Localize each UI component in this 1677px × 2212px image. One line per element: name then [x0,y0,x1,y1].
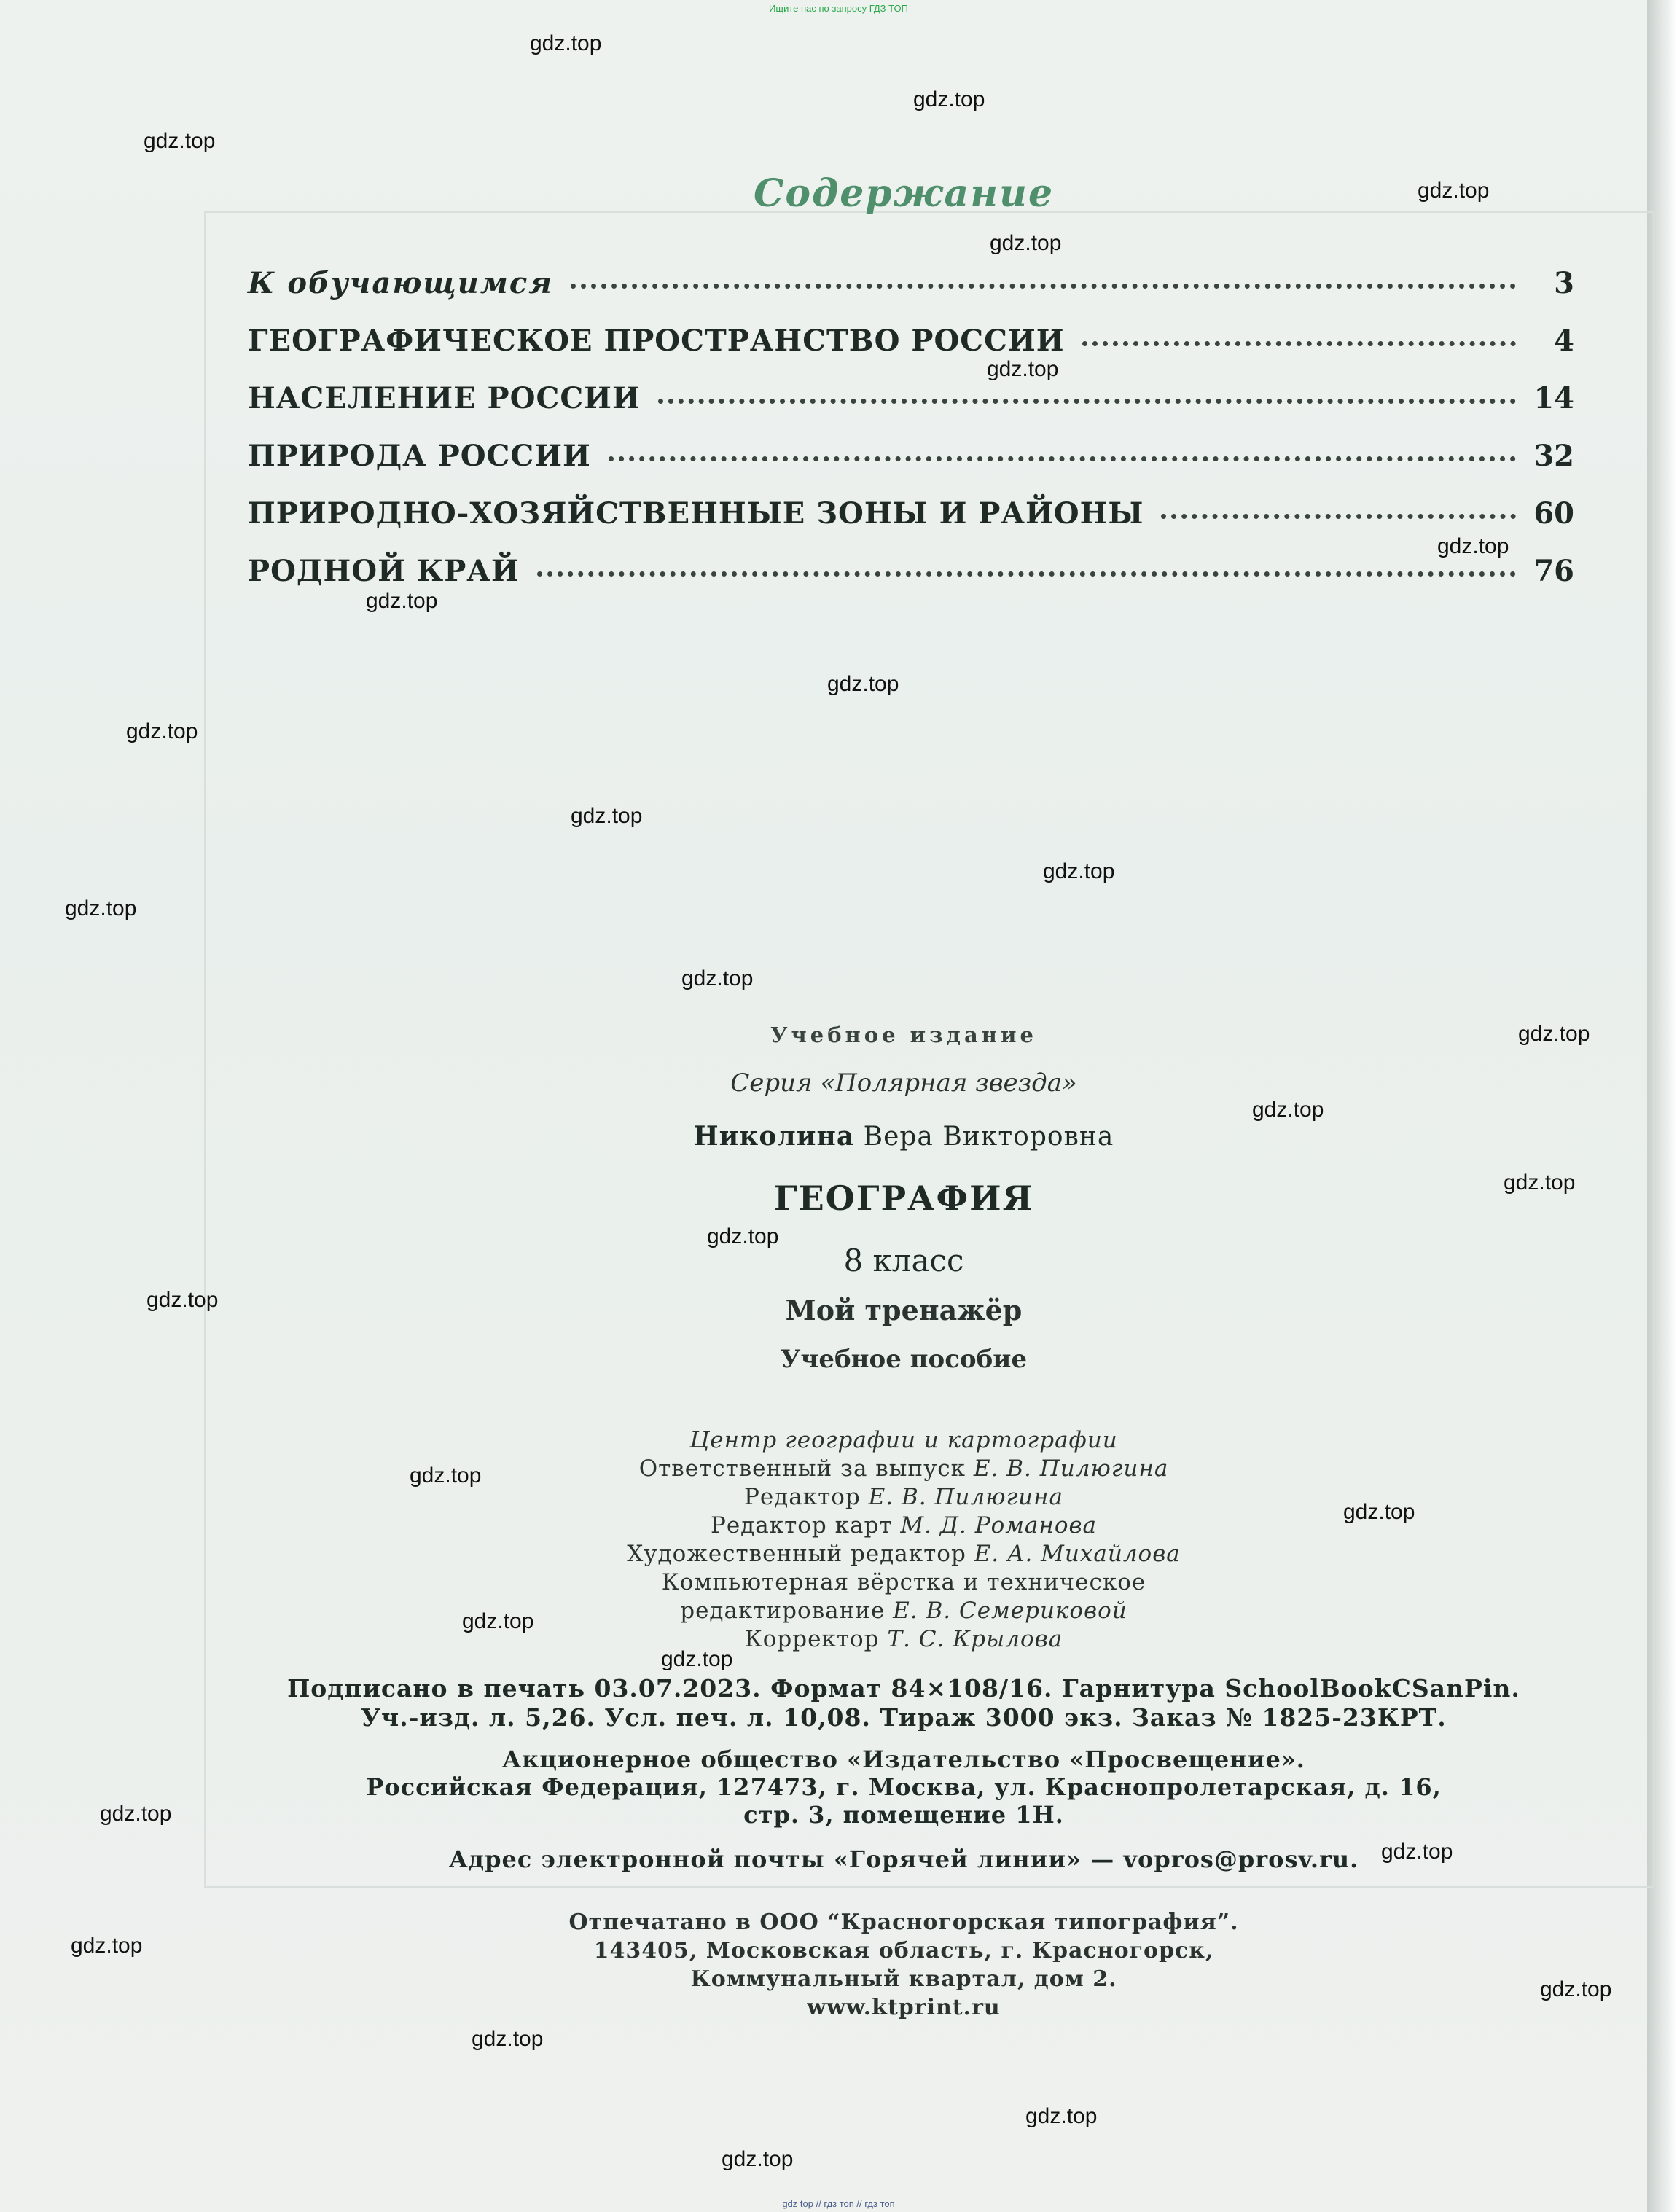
credit-role: Редактор карт [710,1512,893,1539]
watermark: gdz.top [472,2027,544,2051]
credit-person: Т. С. Крылова [887,1626,1063,1652]
page-title: Содержание [753,171,1055,216]
top-banner-link[interactable]: Ищите нас по запросу ГДЗ ТОП [769,3,908,14]
series-name: Серия «Полярная звезда» [730,1068,1077,1098]
watermark: gdz.top [681,966,754,990]
watermark: gdz.top [1343,1500,1415,1524]
toc-page-number: 76 [1533,554,1574,588]
toc-row[interactable] [248,266,1574,310]
publisher-center [0,1427,1677,1453]
credit-person: Е. В. Семериковой [893,1598,1127,1624]
printer-line: Коммунальный квартал, дом 2. [690,1966,1117,1992]
toc-leader-dots [1082,341,1516,346]
toc-page-number: 3 [1554,266,1574,300]
toc-page-number: 4 [1554,324,1574,358]
print-specs-line: Подписано в печать 03.07.2023. Формат 84×108/16. Гарнитура SchoolBookCSanPin. [287,1674,1520,1703]
watermark: gdz.top [1418,179,1490,203]
watermark: gdz.top [722,2147,794,2171]
toc-row[interactable] [248,439,1574,482]
watermark: gdz.top [410,1463,482,1488]
bottom-banner-link[interactable]: gdz top // гдз топ // гдз топ [782,2198,895,2209]
toc-label: К обучающимся [248,266,554,300]
publisher-line: Российская Федерация, 127473, г. Москва, ул. Краснопролетарская, д. 16, [366,1773,1442,1801]
credit-role: Редактор [743,1484,861,1510]
credit-person: Е. А. Михайлова [974,1541,1181,1567]
credit-line [0,1598,1677,1624]
credit-line [0,1569,1677,1595]
watermark: gdz.top [462,1609,534,1633]
watermark: gdz.top [146,1288,219,1312]
credit-line [0,1455,1677,1482]
watermark: gdz.top [1025,2104,1098,2128]
watermark: gdz.top [71,1934,143,1958]
credit-person: М. Д. Романова [900,1512,1098,1539]
credit-role: Корректор [744,1626,880,1652]
credit-line [0,1541,1677,1567]
toc-row[interactable] [248,496,1574,540]
printer-line: Отпечатано в ООО “Красногорская типография”. [568,1910,1239,1935]
credit-line [0,1512,1677,1539]
author-given-name: Вера Викторовна [863,1122,1114,1152]
toc-leader-dots [537,571,1516,577]
book-kind: Учебное пособие [780,1345,1028,1374]
hotline-email: Адрес электронной почты «Горячей линии» — vopros@prosv.ru. [448,1845,1359,1873]
watermark: gdz.top [1518,1022,1590,1046]
author-name [0,1121,1677,1152]
publisher-line: Акционерное общество «Издательство «Просвещение». [502,1746,1305,1773]
watermark: gdz.top [913,87,985,112]
watermark: gdz.top [144,129,216,153]
toc-row[interactable] [248,381,1574,425]
watermark: gdz.top [661,1647,733,1671]
watermark: gdz.top [1043,859,1115,883]
toc-page-number: 60 [1533,496,1574,531]
toc-label: НАСЕЛЕНИЕ РОССИИ [248,381,641,415]
watermark: gdz.top [707,1224,779,1248]
watermark: gdz.top [100,1802,172,1826]
printer-line: 143405, Московская область, г. Красногорск, [593,1938,1214,1963]
credit-role: Художественный редактор [627,1541,966,1567]
credit-line [0,1626,1677,1652]
toc-leader-dots [658,399,1516,404]
watermark: gdz.top [1381,1840,1453,1864]
toc-label: РОДНОЙ КРАЙ [248,554,520,588]
center-name: Центр географии и картографии [689,1427,1118,1453]
toc-leader-dots [571,284,1516,289]
credit-line [0,1484,1677,1510]
watermark: gdz.top [827,672,899,696]
watermark: gdz.top [65,896,137,921]
book-subtitle: Мой тренажёр [785,1294,1023,1326]
credit-role: редактирование [680,1598,886,1624]
publisher-line: стр. 3, помещение 1Н. [743,1801,1064,1829]
watermark: gdz.top [366,589,438,613]
watermark: gdz.top [571,804,643,828]
book-grade: 8 класс [843,1243,964,1278]
toc-page-number: 14 [1533,381,1574,415]
toc-row[interactable] [248,324,1574,367]
watermark: gdz.top [1252,1098,1324,1122]
author-surname: Николина [693,1121,855,1152]
toc-leader-dots [1161,514,1516,519]
watermark: gdz.top [530,31,602,55]
credit-person: Е. В. Пилюгина [868,1484,1064,1510]
book-title: ГЕОГРАФИЯ [773,1179,1034,1218]
watermark: gdz.top [987,357,1059,381]
toc-label: ПРИРОДА РОССИИ [248,439,591,473]
toc-label: ПРИРОДНО-ХОЗЯЙСТВЕННЫЕ ЗОНЫ И РАЙОНЫ [248,496,1144,531]
watermark: gdz.top [1540,1977,1612,2001]
watermark: gdz.top [990,231,1062,255]
print-specs-line: Уч.-изд. л. 5,26. Усл. печ. л. 10,08. Тираж 3000 экз. Заказ № 1825-23КРТ. [361,1703,1447,1732]
printer-website: www.ktprint.ru [807,1995,1001,2020]
toc-leader-dots [609,456,1516,461]
watermark: gdz.top [126,719,198,743]
toc-page-number: 32 [1533,439,1574,473]
watermark: gdz.top [1504,1171,1576,1195]
credit-person: Е. В. Пилюгина [973,1455,1169,1482]
toc-row[interactable] [248,554,1574,598]
edition-type: Учебное издание [770,1023,1037,1047]
toc-label: ГЕОГРАФИЧЕСКОЕ ПРОСТРАНСТВО РОССИИ [248,324,1065,358]
watermark: gdz.top [1437,534,1509,558]
credit-role: Ответственный за выпуск [638,1455,966,1482]
credit-role: Компьютерная вёрстка и техническое [661,1569,1146,1595]
